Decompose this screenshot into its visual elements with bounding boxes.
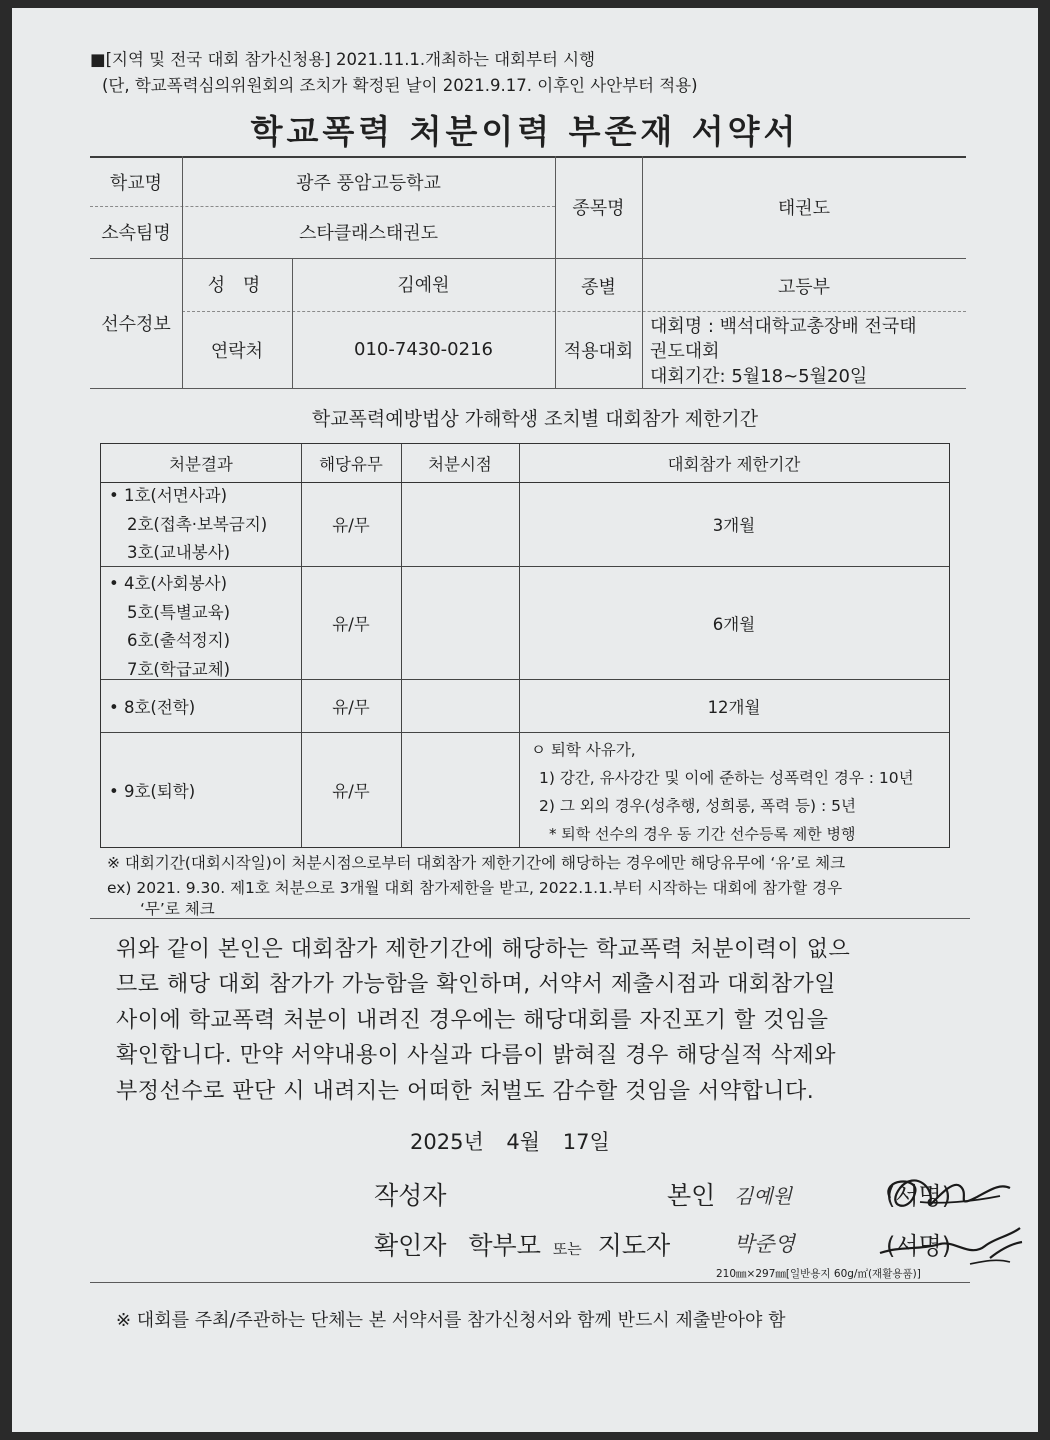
header-period: 대회참가 제한기간 — [667, 455, 801, 474]
list-item: • 4호(사회봉사) — [109, 574, 228, 593]
notice-line-1: ■[지역 및 전국 대회 참가신청용] 2021.11.1.개최하는 대회부터 시행 — [90, 50, 596, 69]
notice-line-2: (단, 학교폭력심의위원회의 조치가 확정된 날이 2021.9.17. 이후인 사안부터 적용) — [102, 76, 698, 95]
category-value: 고등부 — [777, 276, 831, 298]
list-item: • 1호(서면사과) — [109, 486, 228, 505]
notes-divider — [90, 918, 970, 919]
coach-label: 지도자 — [597, 1231, 671, 1260]
date-month: 4월 — [506, 1130, 541, 1154]
date-year: 2025년 — [410, 1130, 484, 1154]
info-divider — [90, 258, 966, 259]
pledge-line: 므로 해당 대회 참가가 가능함을 확인하며, 서약서 제출시점과 대회참가일 — [116, 972, 837, 998]
school-value: 광주 풍암고등학교 — [296, 173, 441, 194]
contact-value: 010-7430-0216 — [354, 339, 493, 360]
note-2: ex) 2021. 9.30. 제1호 처분으로 3개월 대회 참가제한을 받고, 2022.1.1.부터 시작하는 대회에 참가할 경우 — [107, 879, 843, 897]
list-item: 3호(교내봉사) — [127, 543, 231, 562]
period-line: ㅇ 퇴학 사유가, — [531, 741, 636, 759]
event-name-line-2: 권도대회 — [650, 341, 720, 362]
paper-spec: 210㎜×297㎜[일반용지 60g/㎡(재활용품)] — [716, 1268, 921, 1280]
player-info-label: 선수정보 — [101, 314, 171, 335]
row-4-item: • 9호(퇴학) — [109, 781, 196, 801]
name-value: 김예원 — [397, 275, 450, 296]
row-2-yn: 유/무 — [332, 614, 370, 634]
footer-note: ※ 대회를 주최/주관하는 단체는 본 서약서를 참가신청서와 함께 반드시 제출받아야 함 — [116, 1310, 786, 1331]
row-3-item: • 8호(전학) — [109, 697, 196, 717]
row-2-period: 6개월 — [712, 614, 756, 634]
writer-label: 작성자 — [374, 1181, 447, 1210]
header-result: 처분결과 — [169, 455, 233, 474]
table-col-line — [401, 444, 402, 847]
list-item: 7호(학급교체) — [127, 659, 231, 679]
event-info — [650, 314, 917, 389]
note-1: ※ 대회기간(대회시작일)이 처분시점으로부터 대회참가 제한기간에 해당하는 경우에만 해당유무에 ‘유’로 체크 — [107, 854, 846, 872]
pledge-line: 확인합니다. 만약 서약내용이 사실과 다름이 밝혀질 경우 해당실적 삭제와 — [116, 1043, 837, 1069]
pledge-line: 사이에 학교폭력 처분이 내려진 경우에는 해당대회를 자진포기 할 것임을 — [116, 1007, 829, 1033]
restriction-table — [100, 443, 950, 848]
pledge-line: 부정선수로 판단 시 내려지는 어떠한 처벌도 감수할 것임을 서약합니다. — [116, 1078, 815, 1104]
or-label: 또는 — [552, 1240, 582, 1258]
header-applicable: 해당유무 — [319, 455, 383, 474]
category-label: 종별 — [581, 276, 616, 298]
sign-label-1: (서명) — [886, 1182, 952, 1210]
restriction-title: 학교폭력예방법상 가해학생 조치별 대회참가 제한기간 — [311, 408, 759, 430]
team-value: 스타클래스태권도 — [298, 223, 439, 244]
row-4-period — [531, 736, 914, 848]
school-label: 학교명 — [109, 173, 163, 194]
parent-label: 학부모 — [468, 1231, 541, 1260]
sign-label-2: (서명) — [886, 1232, 952, 1260]
self-signature-name: 김예원 — [734, 1184, 792, 1208]
table-row-line — [101, 732, 949, 733]
list-item: 2호(접촉·보복금지) — [127, 514, 268, 534]
period-line: 2) 그 외의 경우(성추행, 성희롱, 폭력 등) : 5년 — [539, 797, 856, 815]
list-item: 6호(출석정지) — [127, 631, 231, 650]
confirmer-label: 확인자 — [374, 1231, 447, 1260]
pledge-text — [116, 932, 956, 1109]
row-1-period: 3개월 — [712, 516, 756, 535]
document-title: 학교폭력 처분이력 부존재 서약서 — [250, 112, 800, 151]
confirmer-row — [374, 1226, 670, 1262]
period-line: 1) 강간, 유사강간 및 이에 준하는 성폭력인 경우 : 10년 — [539, 769, 914, 787]
row-3-period: 12개월 — [707, 697, 761, 717]
sport-value: 태권도 — [777, 198, 831, 219]
footer-divider — [90, 1282, 970, 1283]
pledge-document — [12, 8, 1038, 1432]
pledge-line: 위와 같이 본인은 대회참가 제한기간에 해당하는 학교폭력 처분이력이 없으 — [116, 937, 851, 962]
event-label: 적용대회 — [563, 340, 634, 362]
date-day: 17일 — [562, 1130, 610, 1154]
contact-label: 연락처 — [210, 340, 264, 362]
header-time: 처분시점 — [428, 455, 492, 474]
row-4-yn: 유/무 — [332, 781, 370, 801]
table-row-2-items — [109, 570, 230, 684]
team-label: 소속팀명 — [101, 223, 171, 244]
note-3: ‘무’로 체크 — [140, 900, 215, 918]
event-period: 대회기간: 5월18~5월20일 — [650, 366, 868, 387]
coach-signature-name: 박준영 — [734, 1232, 795, 1256]
list-item: 5호(특별교육) — [127, 602, 231, 622]
name-label: 성 명 — [207, 275, 267, 296]
sport-label: 종목명 — [572, 198, 625, 219]
signature-scribble-icon — [860, 1158, 1030, 1278]
self-label: 본인 — [667, 1181, 716, 1210]
date — [410, 1126, 610, 1156]
row-3-yn: 유/무 — [332, 697, 370, 717]
table-row-1-items — [109, 482, 267, 568]
period-line: * 퇴학 선수의 경우 동 기간 선수등록 제한 병행 — [549, 825, 856, 843]
event-name-line-1: 대회명 : 백석대학교총장배 전국태 — [650, 316, 917, 337]
row-1-yn: 유/무 — [332, 516, 370, 535]
